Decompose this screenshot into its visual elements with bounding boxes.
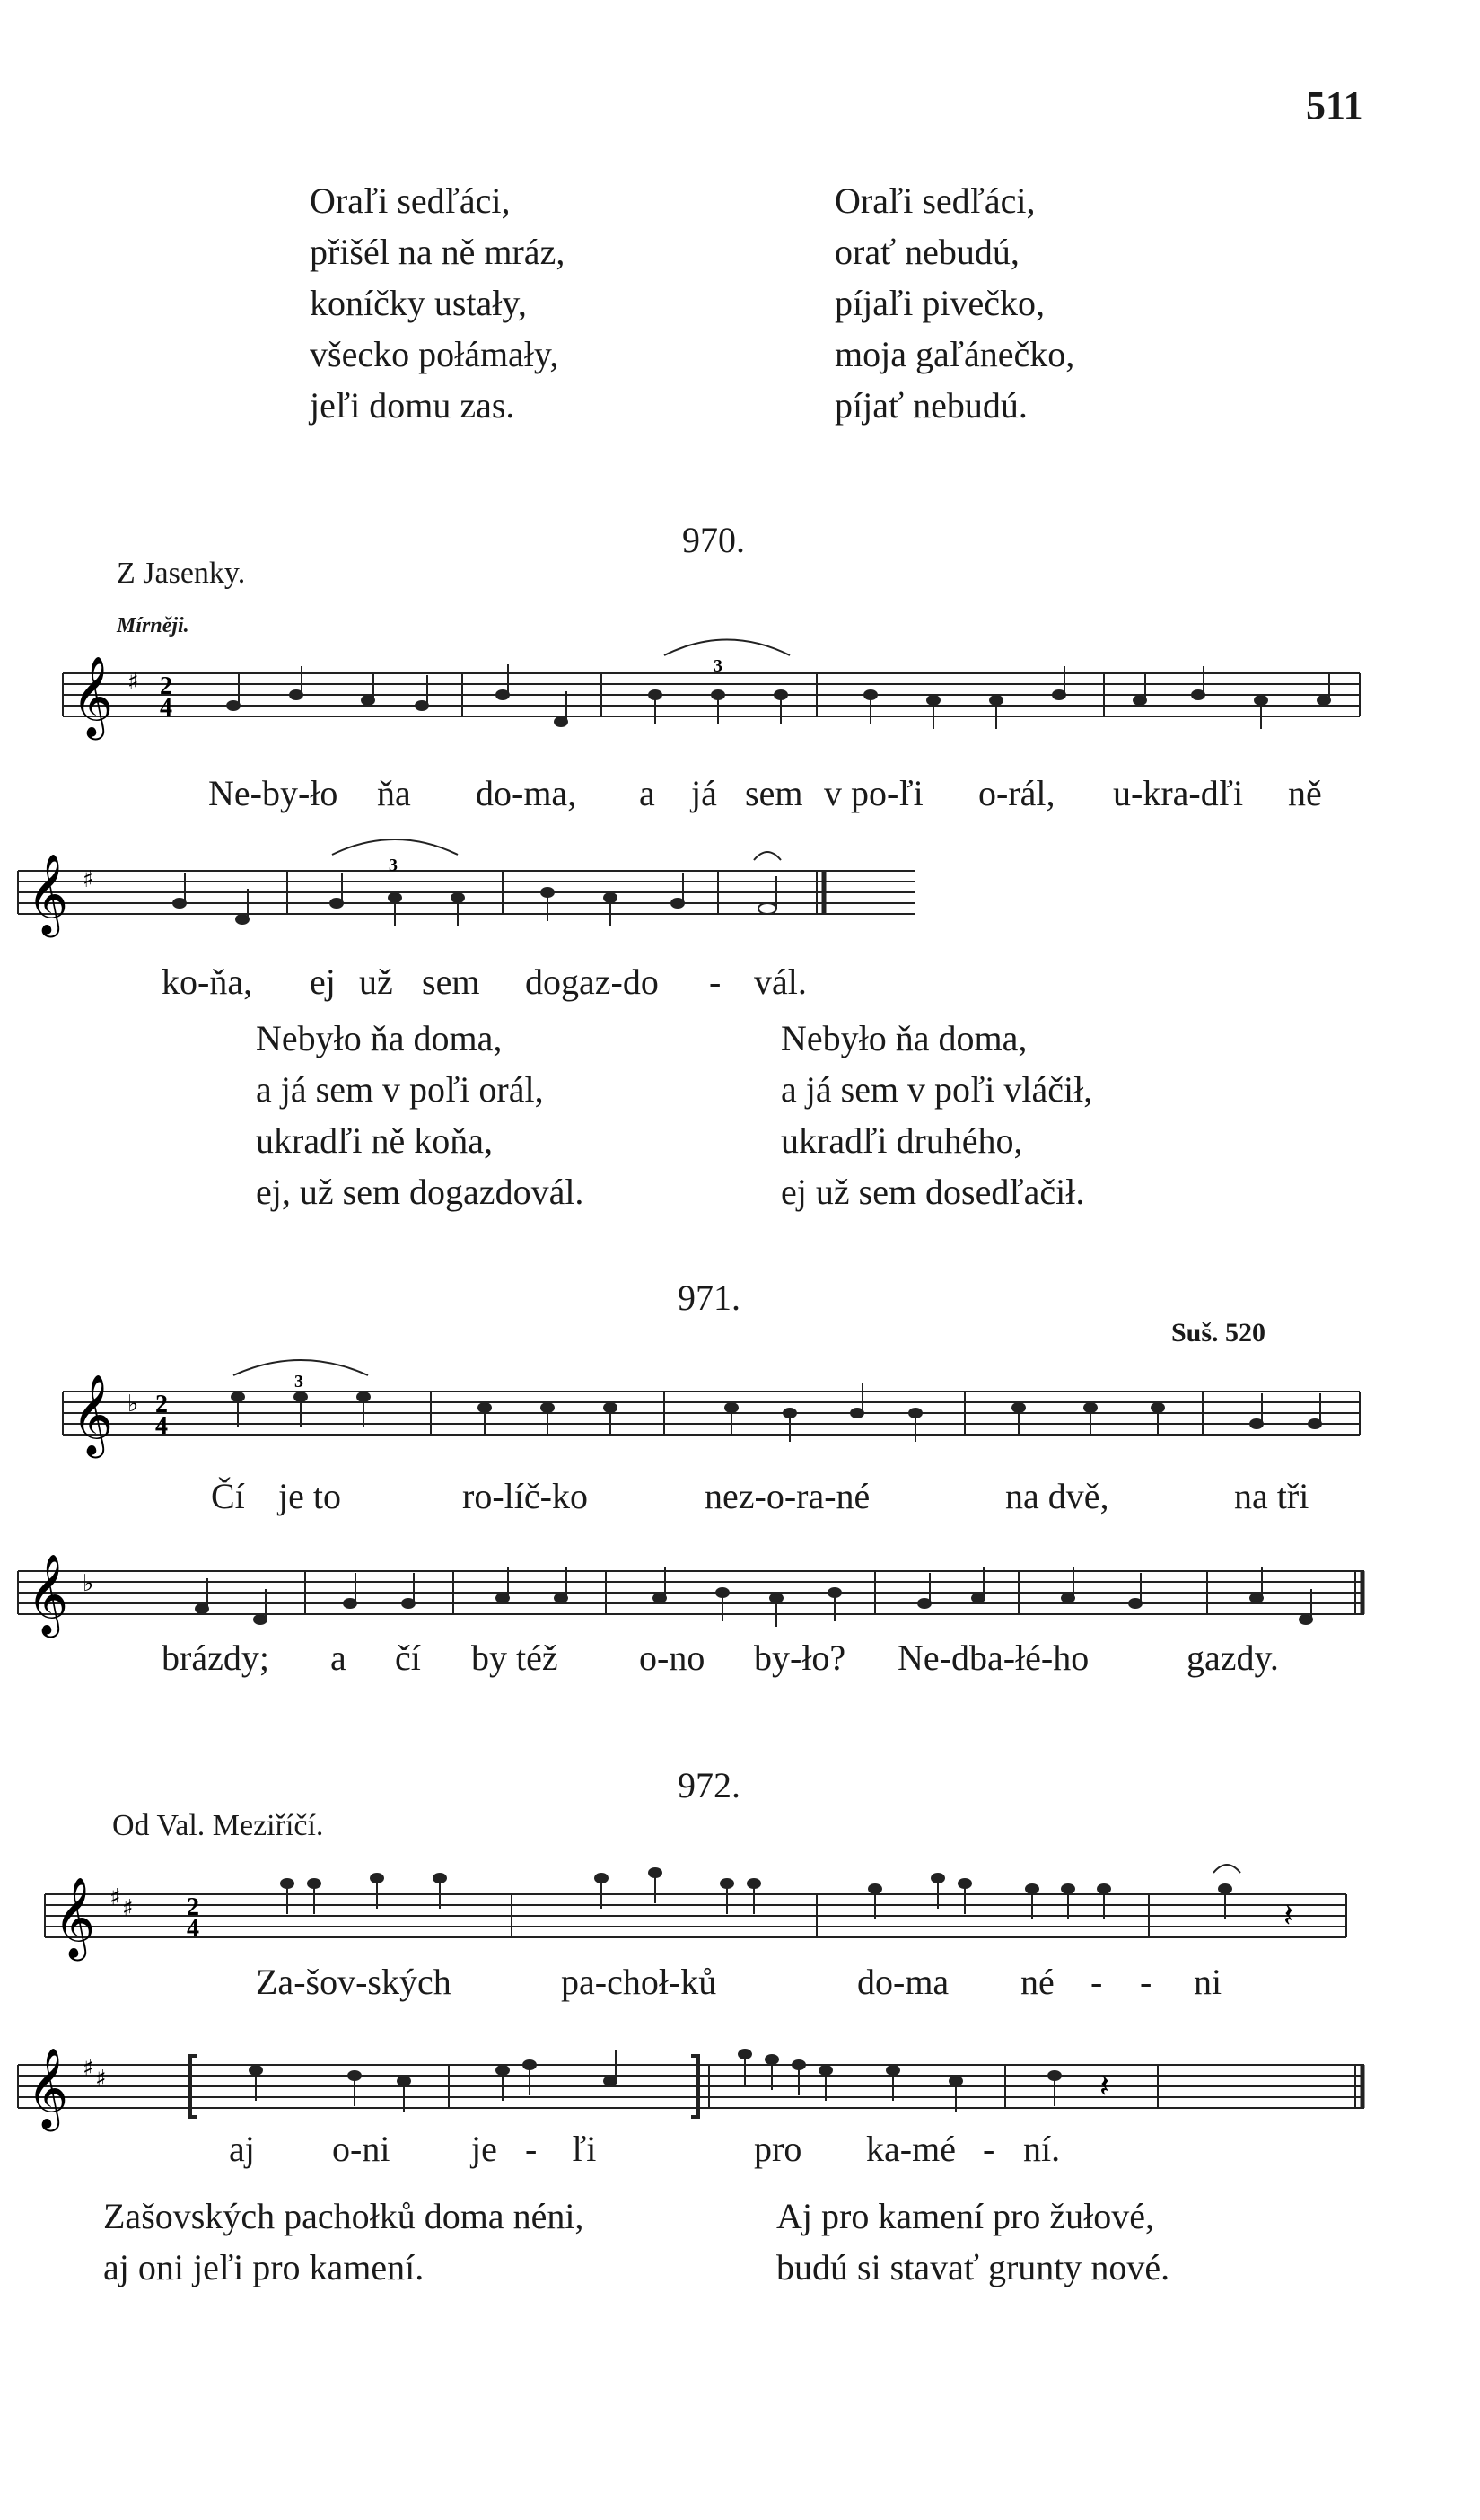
stanza-right: [776, 2191, 1169, 2293]
lyric-syllable: do-ma,: [476, 773, 577, 813]
song-reference: Suš. 520: [1171, 1318, 1266, 1348]
triplet-mark: 3: [294, 1372, 303, 1392]
song-source: Z Jasenky.: [117, 557, 246, 590]
lyric-syllable: by též: [471, 1638, 558, 1678]
stanza-line: všecko połámały,: [310, 334, 559, 374]
lyric-syllable: aj: [229, 2129, 255, 2169]
music-staff: [0, 1517, 1454, 1652]
lyric-syllable: je: [471, 2129, 497, 2169]
lyric-syllable: ní.: [1023, 2129, 1061, 2169]
stanza-right: [781, 1013, 1092, 1217]
time-signature-denominator: 4: [187, 1915, 199, 1943]
stanza-line: aj oni jeľi pro kamení.: [103, 2247, 425, 2287]
lyrics-line: [0, 1961, 1480, 2006]
song-number: 972.: [678, 1765, 740, 1805]
lyrics-line: [0, 1637, 1480, 1681]
stanza-line: ukradľi druhého,: [781, 1120, 1023, 1161]
treble-clef-icon: 𝄞: [54, 1877, 96, 1958]
lyric-syllable: vál.: [754, 961, 807, 1002]
lyric-syllable: já: [691, 773, 717, 813]
flat-icon: ♭: [83, 1570, 94, 1597]
lyric-syllable: Čí: [211, 1476, 245, 1516]
lyric-syllable: -: [1140, 1962, 1152, 2002]
rest-icon: 𝄽: [1283, 1898, 1294, 1935]
song-source: Od Val. Meziříčí.: [112, 1809, 324, 1842]
lyric-syllable: na tři: [1234, 1476, 1309, 1516]
lyric-syllable: ľi: [572, 2129, 597, 2169]
lyric-syllable: je to: [278, 1476, 341, 1516]
stanza-line: a já sem v poľi orál,: [256, 1069, 544, 1110]
music-staff: [27, 1347, 1463, 1481]
lyric-syllable: na dvě,: [1005, 1476, 1109, 1516]
stanza-line: ej, už sem dogazdovál.: [256, 1172, 584, 1212]
lyric-syllable: brázdy;: [162, 1638, 269, 1678]
lyric-syllable: o-rál,: [978, 773, 1055, 813]
sharp-icon: ♯: [122, 1895, 134, 1922]
rest-icon: 𝄽: [1099, 2068, 1110, 2105]
lyric-syllable: čí: [395, 1638, 421, 1678]
lyric-syllable: v po-ľi: [824, 773, 924, 813]
triplet-mark: 3: [389, 856, 398, 875]
lyric-syllable: pro: [754, 2129, 802, 2169]
lyric-syllable: ej: [310, 961, 336, 1002]
lyric-syllable: Ne-by-ło: [208, 773, 338, 813]
stanza-line: budú si stavať grunty nové.: [776, 2247, 1170, 2287]
lyric-syllable: -: [983, 2129, 995, 2169]
lyric-syllable: ro-líč-ko: [462, 1476, 588, 1516]
treble-clef-icon: 𝄞: [72, 1374, 114, 1455]
lyric-syllable: Za-šov-ských: [256, 1962, 451, 2002]
stanza-line: Nebyło ňa doma,: [781, 1018, 1028, 1058]
lyric-syllable: ko-ňa,: [162, 961, 253, 1002]
lyric-syllable: ňa: [377, 773, 411, 813]
stanza-line: koníčky ustały,: [310, 283, 527, 323]
lyrics-line: [0, 2128, 1480, 2173]
lyric-syllable: nez-o-ra-né: [705, 1476, 871, 1516]
music-staff: [45, 619, 1417, 772]
time-signature-numerator: 2: [187, 1893, 199, 1921]
lyric-syllable: gazdy.: [1187, 1638, 1279, 1678]
lyric-syllable: u-kra-dľi: [1113, 773, 1244, 813]
time-signature-numerator: 2: [160, 672, 172, 700]
treble-clef-icon: 𝄞: [27, 854, 69, 935]
sharp-icon: ♯: [127, 669, 139, 696]
stanza-line: Aj pro kamení pro žułové,: [776, 2196, 1154, 2236]
stanza-line: moja gaľánečko,: [835, 334, 1075, 374]
lyric-syllable: né: [1020, 1962, 1055, 2002]
lyrics-line: [0, 961, 1480, 1005]
time-signature-numerator: 2: [155, 1391, 168, 1418]
stanza-left: [103, 2191, 583, 2293]
song-number: 970.: [682, 520, 745, 560]
stanza-line: přišél na ně mráz,: [310, 232, 565, 272]
top-stanza-right: [835, 175, 1074, 431]
lyric-syllable: do-ma: [857, 1962, 950, 2002]
treble-clef-icon: 𝄞: [27, 2048, 69, 2129]
lyric-syllable: a: [330, 1638, 346, 1678]
stanza-line: a já sem v poľi vláčił,: [781, 1069, 1093, 1110]
sharp-icon: ♯: [83, 866, 94, 893]
tempo-marking: Mírněji.: [117, 614, 189, 637]
lyric-syllable: sem: [745, 773, 803, 813]
song-number: 971.: [678, 1278, 740, 1318]
time-signature-denominator: 4: [160, 694, 172, 722]
flat-icon: ♭: [127, 1391, 139, 1418]
treble-clef-icon: 𝄞: [27, 1554, 69, 1635]
lyric-syllable: -: [1090, 1962, 1103, 2002]
stanza-line: jeľi domu zas.: [310, 385, 515, 426]
stanza-line: Oraľi sedľáci,: [835, 180, 1036, 221]
sharp-icon: ♯: [95, 2066, 107, 2093]
treble-clef-icon: 𝄞: [72, 656, 114, 737]
lyric-syllable: a: [639, 773, 655, 813]
lyric-syllable: -: [525, 2129, 538, 2169]
lyric-syllable: Ne-dba-łé-ho: [898, 1638, 1090, 1678]
music-staff: [0, 817, 942, 970]
stanza-line: Nebyło ňa doma,: [256, 1018, 503, 1058]
music-staff: [27, 1840, 1463, 1975]
fermata-icon: [754, 852, 781, 860]
stanza-line: Zašovských pachołků doma néni,: [103, 2196, 584, 2236]
lyric-syllable: by-ło?: [754, 1638, 846, 1678]
lyrics-line: [0, 772, 1480, 817]
lyric-syllable: ka-mé: [866, 2129, 956, 2169]
sharp-icon: ♯: [83, 2055, 94, 2082]
lyric-syllable: pa-choł-ků: [561, 1962, 717, 2002]
stanza-line: orať nebudú,: [835, 232, 1020, 272]
page-number: 511: [1306, 83, 1363, 127]
top-stanza-left: [310, 175, 565, 431]
sharp-icon: ♯: [109, 1884, 121, 1911]
lyric-syllable: -: [709, 961, 722, 1002]
lyric-syllable: už: [359, 961, 393, 1002]
stanza-line: píjaľi pivečko,: [835, 283, 1045, 323]
stanza-line: ej už sem dosedľačił.: [781, 1172, 1085, 1212]
lyric-syllable: o-ni: [332, 2129, 390, 2169]
music-staff: [0, 2011, 1454, 2146]
lyric-syllable: dogaz-do: [525, 961, 659, 1002]
stanza-line: ukradľi ně koňa,: [256, 1120, 493, 1161]
triplet-mark: 3: [714, 656, 722, 676]
lyrics-line: [0, 1475, 1480, 1520]
time-signature-denominator: 4: [155, 1412, 168, 1440]
stanza-line: Oraľi sedľáci,: [310, 180, 511, 221]
stanza-left: [256, 1013, 583, 1217]
lyric-syllable: sem: [422, 961, 480, 1002]
lyric-syllable: ni: [1194, 1962, 1222, 2002]
lyric-syllable: o-no: [639, 1638, 705, 1678]
stanza-line: píjať nebudú.: [835, 385, 1028, 426]
fermata-icon: [1213, 1865, 1240, 1873]
lyric-syllable: ně: [1288, 773, 1322, 813]
